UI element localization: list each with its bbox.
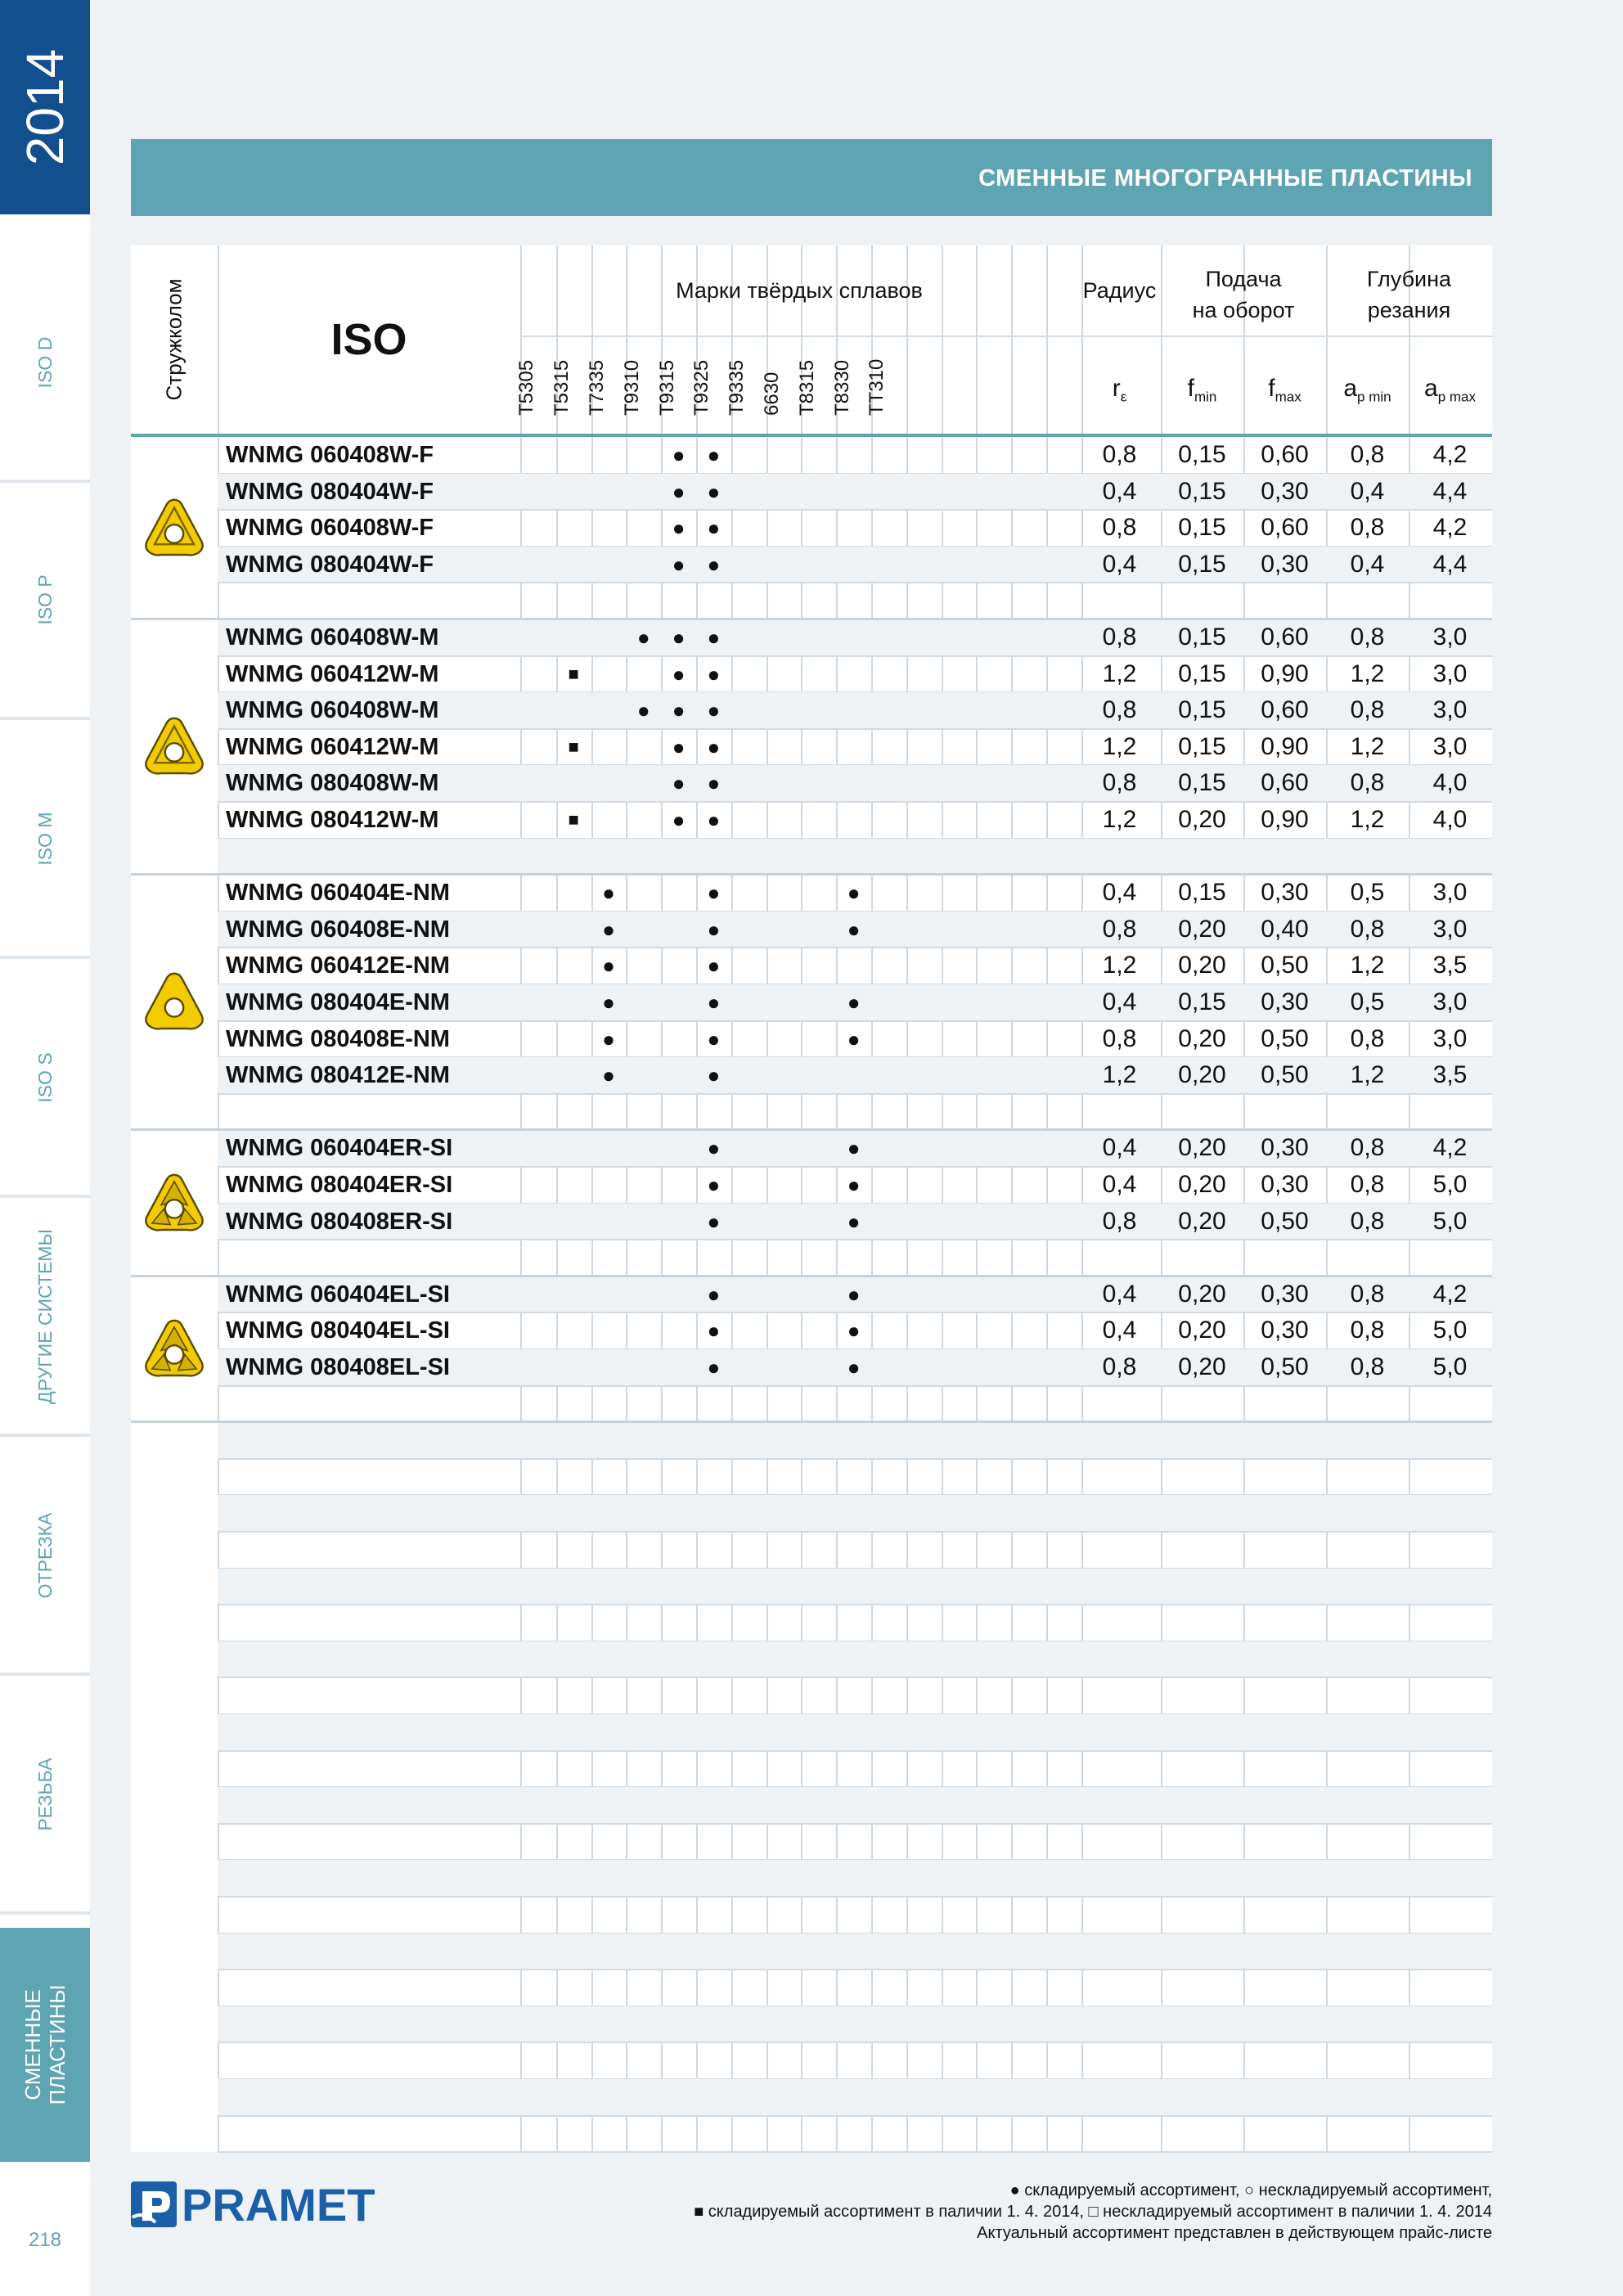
- availability-mark: ●: [707, 1281, 721, 1307]
- insert-code: WNMG 060408W-M: [226, 624, 439, 651]
- param-value: 0,60: [1261, 696, 1309, 724]
- param-value: 0,8: [1350, 1171, 1385, 1198]
- availability-mark: ■: [568, 809, 579, 830]
- availability-mark: ●: [847, 1281, 861, 1307]
- param-value: 0,8: [1350, 441, 1385, 468]
- insert-code: WNMG 060412E-NM: [226, 952, 450, 979]
- param-header-2: [1161, 375, 1243, 405]
- param-value: 0,30: [1261, 988, 1309, 1015]
- year-label: 2014: [16, 48, 74, 166]
- param-value: 0,20: [1178, 915, 1226, 943]
- availability-mark: ●: [602, 990, 615, 1015]
- grade-header-label: T7335: [585, 359, 608, 416]
- row-shading: [218, 1934, 1492, 1970]
- param-value: 5,0: [1432, 1353, 1468, 1380]
- param-value: 1,2: [1102, 732, 1137, 760]
- sidebar-section-label: ОТРЕЗКА: [34, 1512, 56, 1599]
- insert-code: WNMG 060412W-M: [226, 733, 439, 760]
- param-value: 0,8: [1350, 1207, 1385, 1235]
- param-value: 0,8: [1350, 915, 1385, 943]
- sidebar-section-3[interactable]: [0, 722, 90, 959]
- wnmg-m-insert-icon: [142, 714, 207, 780]
- sidebar-section-label: РЕЗЬБА: [34, 1758, 56, 1831]
- availability-mark: ●: [707, 1209, 721, 1234]
- insert-code: WNMG 080404W-F: [226, 478, 434, 505]
- row-shading: [218, 1569, 1492, 1605]
- param-value: 4,2: [1432, 1134, 1468, 1162]
- availability-mark: ●: [707, 1318, 721, 1344]
- availability-mark: ●: [847, 1209, 861, 1234]
- param-value: 0,20: [1178, 806, 1226, 833]
- availability-mark: ●: [672, 734, 686, 759]
- row-shading: [218, 1641, 1492, 1677]
- radius-group-header: Радиус: [1082, 278, 1157, 303]
- row-divider: [218, 2042, 1492, 2043]
- availability-mark: ●: [707, 1355, 721, 1380]
- param-subscript: min: [1194, 389, 1217, 405]
- sidebar-section-8[interactable]: [0, 1928, 90, 2162]
- param-value: 0,30: [1261, 1171, 1309, 1198]
- grade-header-label: T8330: [830, 359, 853, 416]
- param-value: 0,30: [1261, 1134, 1309, 1162]
- param-value: 0,30: [1261, 477, 1309, 505]
- availability-mark: ●: [707, 1026, 721, 1051]
- availability-mark: ●: [602, 916, 615, 942]
- param-value: 0,15: [1178, 660, 1226, 687]
- availability-mark: ●: [707, 443, 721, 467]
- year-tab: [0, 0, 90, 214]
- grade-header-label: TT310: [865, 358, 888, 416]
- insert-code: WNMG 060412W-M: [226, 660, 439, 687]
- insert-code: WNMG 080408W-M: [226, 770, 439, 797]
- row-shading: [218, 2006, 1492, 2042]
- param-value: 3,0: [1432, 660, 1468, 687]
- param-value: 5,0: [1432, 1171, 1468, 1198]
- availability-mark: ●: [672, 771, 686, 796]
- grade-header-15: [1011, 337, 1046, 434]
- row-divider: [218, 1677, 1492, 1678]
- param-value: 0,4: [1350, 477, 1385, 505]
- grade-header-label: T5305: [515, 359, 538, 416]
- param-value: 0,30: [1261, 1280, 1309, 1308]
- grade-header-label: T9325: [690, 359, 713, 416]
- availability-mark: ●: [707, 479, 721, 504]
- insert-code: WNMG 060408W-F: [226, 515, 434, 542]
- param-value: 0,50: [1261, 1061, 1309, 1089]
- param-value: 0,40: [1261, 915, 1309, 943]
- param-value: 1,2: [1102, 660, 1137, 687]
- param-value: 0,60: [1261, 441, 1309, 468]
- availability-mark: ●: [847, 1026, 861, 1051]
- chipbreaker-header-label: Стружколом: [161, 278, 187, 401]
- grade-header-label: T9315: [655, 359, 678, 416]
- param-value: 0,8: [1102, 441, 1137, 468]
- legend-line-2: ■ складируемый ассортимент в паличии 1. 4. 2014, □ нескладируемый ассортимент в паличии 1. 4. 2014: [694, 2203, 1492, 2221]
- availability-mark: ●: [707, 916, 721, 942]
- param-value: 3,5: [1432, 1061, 1468, 1089]
- param-value: 5,0: [1432, 1317, 1468, 1344]
- param-subscript: p min: [1357, 389, 1391, 405]
- param-value: 0,15: [1178, 514, 1226, 542]
- insert-code: WNMG 060404ER-SI: [226, 1135, 453, 1162]
- row-shading: [218, 1422, 1492, 1458]
- param-value: 0,20: [1178, 1061, 1226, 1089]
- sidebar-section-label: ISO S: [34, 1052, 56, 1103]
- insert-code: WNMG 080412E-NM: [226, 1062, 450, 1089]
- availability-mark: ●: [602, 880, 615, 906]
- insert-code: WNMG 060408W-M: [226, 697, 439, 724]
- availability-mark: ●: [707, 1136, 721, 1161]
- availability-mark: ●: [672, 515, 686, 541]
- param-value: 1,2: [1102, 952, 1137, 979]
- param-value: 0,60: [1261, 514, 1309, 542]
- param-header-5: [1409, 375, 1491, 405]
- availability-mark: ●: [602, 1063, 615, 1088]
- legend-line-3: Актуальный ассортимент представлен в действующем прайс-листе: [977, 2224, 1492, 2242]
- param-value: 0,30: [1261, 879, 1309, 907]
- section-title: СМЕННЫЕ МНОГОГРАННЫЕ ПЛАСТИНЫ: [978, 165, 1472, 191]
- iso-header: ISO: [330, 315, 407, 364]
- insert-code: WNMG 060408W-F: [226, 442, 434, 468]
- row-divider: [218, 1823, 1492, 1825]
- param-value: 0,20: [1178, 1024, 1226, 1052]
- param-subscript: max: [1275, 389, 1302, 405]
- availability-mark: ■: [568, 663, 579, 684]
- row-divider: [218, 2115, 1492, 2117]
- param-value: 0,20: [1178, 1353, 1226, 1380]
- param-value: 0,20: [1178, 1280, 1226, 1308]
- inserts-table: [131, 245, 1492, 2152]
- depth-group-header: Глубина резания: [1366, 267, 1452, 322]
- availability-mark: ●: [602, 1026, 615, 1051]
- param-value: 0,8: [1102, 1024, 1137, 1052]
- row-divider: [218, 1604, 1492, 1605]
- param-value: 0,50: [1261, 1024, 1309, 1052]
- param-value: 0,4: [1102, 879, 1137, 907]
- page-number: 218: [28, 2229, 62, 2251]
- param-value: 3,0: [1432, 732, 1468, 760]
- param-value: 0,90: [1261, 806, 1309, 833]
- row-divider: [218, 1969, 1492, 1970]
- availability-mark: ●: [847, 990, 861, 1015]
- row-shading: [218, 839, 1492, 875]
- insert-code: WNMG 080408EL-SI: [226, 1354, 450, 1380]
- param-value: 1,2: [1102, 806, 1137, 833]
- availability-mark: ●: [707, 771, 721, 796]
- sidebar-section-label: ISO P: [34, 574, 56, 625]
- availability-mark: ●: [847, 916, 861, 942]
- wnmg-el-si-insert-icon: [142, 1317, 207, 1382]
- param-value: 0,8: [1350, 1353, 1385, 1380]
- row-divider: [218, 2151, 1492, 2153]
- param-value: 0,8: [1102, 769, 1137, 797]
- wnmg-er-si-insert-icon: [142, 1171, 207, 1236]
- param-value: 0,5: [1350, 988, 1385, 1015]
- param-value: 0,20: [1178, 952, 1226, 979]
- param-subscript: ε: [1120, 389, 1127, 405]
- param-symbol: f: [1187, 375, 1194, 402]
- param-value: 4,0: [1432, 806, 1468, 833]
- availability-mark: ●: [707, 515, 721, 541]
- param-value: 0,8: [1102, 514, 1137, 542]
- grade-header-label: T9335: [726, 359, 749, 416]
- insert-code: WNMG 080404EL-SI: [226, 1317, 450, 1344]
- param-value: 0,20: [1178, 1317, 1226, 1344]
- param-value: 0,60: [1261, 624, 1309, 651]
- param-value: 1,2: [1350, 806, 1385, 833]
- param-header-3: [1243, 375, 1326, 405]
- insert-code: WNMG 080412W-M: [226, 807, 439, 833]
- insert-code: WNMG 080404W-F: [226, 551, 434, 578]
- param-value: 0,60: [1261, 769, 1309, 797]
- param-value: 0,30: [1261, 1317, 1309, 1344]
- param-value: 0,15: [1178, 441, 1226, 468]
- feed-group-header: Подача на оборот: [1192, 267, 1295, 322]
- param-value: 0,8: [1350, 1280, 1385, 1308]
- grade-header-label: T9310: [620, 359, 643, 416]
- param-value: 0,5: [1350, 879, 1385, 907]
- sidebar-section-label: СМЕННЫЕ ПЛАСТИНЫ: [20, 1984, 70, 2105]
- pramet-logo-text: PRAMET: [182, 2180, 375, 2231]
- param-value: 0,20: [1178, 1171, 1226, 1198]
- availability-mark: ●: [707, 880, 721, 906]
- availability-mark: ●: [707, 1173, 721, 1197]
- availability-mark: ●: [847, 1318, 861, 1344]
- availability-mark: ●: [847, 1173, 861, 1197]
- grade-header-label: T5315: [551, 359, 573, 416]
- param-value: 0,50: [1261, 952, 1309, 979]
- grade-header-14: [976, 337, 1011, 434]
- availability-mark: ●: [707, 661, 721, 687]
- param-value: 1,2: [1102, 1061, 1137, 1089]
- row-shading: [218, 1860, 1492, 1896]
- param-value: 0,8: [1350, 696, 1385, 724]
- param-value: 1,2: [1350, 1061, 1385, 1089]
- param-value: 0,8: [1102, 915, 1137, 943]
- param-value: 4,2: [1432, 514, 1468, 542]
- param-value: 0,30: [1261, 550, 1309, 578]
- param-value: 0,4: [1102, 1317, 1137, 1344]
- chipbreaker-header: [131, 245, 218, 434]
- row-divider: [218, 1531, 1492, 1533]
- grade-header-label: 6630: [760, 371, 783, 416]
- param-value: 0,4: [1102, 988, 1137, 1015]
- param-symbol: r: [1112, 375, 1121, 402]
- param-value: 3,0: [1432, 624, 1468, 651]
- param-value: 0,8: [1350, 1134, 1385, 1162]
- insert-code: WNMG 060408E-NM: [226, 916, 450, 943]
- availability-mark: ●: [707, 734, 721, 759]
- param-value: 0,8: [1102, 624, 1137, 651]
- row-divider: [218, 1458, 1492, 1460]
- param-value: 0,15: [1178, 988, 1226, 1015]
- param-value: 1,2: [1350, 660, 1385, 687]
- wnmg-f-insert-icon: [142, 496, 207, 561]
- grade-header-13: [942, 337, 977, 434]
- param-value: 0,20: [1178, 1134, 1226, 1162]
- sidebar-section-2[interactable]: [0, 483, 90, 720]
- insert-code: WNMG 080404ER-SI: [226, 1172, 453, 1198]
- param-value: 0,8: [1102, 1353, 1137, 1380]
- param-symbol: a: [1424, 375, 1438, 402]
- sidebar-section-1[interactable]: [0, 245, 90, 483]
- param-value: 0,15: [1178, 696, 1226, 724]
- param-value: 0,50: [1261, 1207, 1309, 1235]
- param-value: 4,0: [1432, 769, 1468, 797]
- insert-code: WNMG 080408E-NM: [226, 1025, 450, 1052]
- row-shading: [218, 2079, 1492, 2115]
- param-header-1: [1078, 375, 1161, 405]
- availability-mark: ●: [707, 551, 721, 577]
- param-value: 3,0: [1432, 879, 1468, 907]
- param-value: 0,15: [1178, 624, 1226, 651]
- availability-mark: ●: [707, 808, 721, 832]
- param-value: 0,90: [1261, 660, 1309, 687]
- sidebar-section-label: ISO M: [34, 812, 56, 866]
- availability-mark: ●: [707, 698, 721, 723]
- param-value: 1,2: [1350, 952, 1385, 979]
- param-value: 0,4: [1102, 1280, 1137, 1308]
- availability-mark: ●: [672, 625, 686, 650]
- param-value: 0,4: [1350, 550, 1385, 578]
- grades-group-header: Марки твёрдых сплавов: [676, 278, 923, 303]
- availability-mark: ●: [672, 808, 686, 832]
- param-value: 4,4: [1432, 477, 1468, 505]
- param-value: 4,2: [1432, 441, 1468, 468]
- insert-code: WNMG 080404E-NM: [226, 989, 450, 1015]
- sidebar-section-5[interactable]: [0, 1200, 90, 1437]
- param-value: 0,4: [1102, 477, 1137, 505]
- grade-header-11: [865, 337, 906, 434]
- availability-mark: ●: [672, 443, 686, 467]
- sidebar-section-7[interactable]: [0, 1677, 90, 1915]
- sidebar-section-6[interactable]: [0, 1438, 90, 1676]
- row-divider: [218, 1750, 1492, 1752]
- param-value: 0,8: [1350, 769, 1385, 797]
- availability-mark: ●: [847, 1355, 861, 1380]
- row-divider: [218, 1896, 1492, 1898]
- insert-code: WNMG 060404E-NM: [226, 880, 450, 907]
- param-value: 0,20: [1178, 1207, 1226, 1235]
- availability-mark: ●: [847, 880, 861, 906]
- availability-mark: ●: [602, 953, 615, 979]
- param-value: 3,0: [1432, 1024, 1468, 1052]
- param-value: 0,15: [1178, 769, 1226, 797]
- param-value: 0,15: [1178, 550, 1226, 578]
- availability-mark: ●: [707, 953, 721, 979]
- param-value: 0,15: [1178, 477, 1226, 505]
- param-value: 0,4: [1102, 1134, 1137, 1162]
- row-shading: [218, 1714, 1492, 1750]
- param-value: 3,0: [1432, 988, 1468, 1015]
- param-value: 5,0: [1432, 1207, 1468, 1235]
- availability-mark: ●: [707, 1063, 721, 1088]
- availability-mark: ●: [847, 1136, 861, 1161]
- availability-mark: ●: [636, 698, 650, 723]
- wnmg-nm-insert-icon: [142, 970, 207, 1035]
- availability-mark: ●: [636, 625, 650, 650]
- param-value: 1,2: [1350, 732, 1385, 760]
- availability-mark: ●: [707, 625, 721, 650]
- param-value: 0,8: [1350, 624, 1385, 651]
- param-header-4: [1326, 375, 1409, 405]
- group-separator: [131, 1420, 1492, 1423]
- param-value: 0,8: [1350, 1317, 1385, 1344]
- param-value: 0,15: [1178, 879, 1226, 907]
- param-value: 3,0: [1432, 696, 1468, 724]
- sidebar-section-label: ISO D: [34, 336, 56, 389]
- param-value: 4,4: [1432, 550, 1468, 578]
- param-value: 4,2: [1432, 1280, 1468, 1308]
- param-value: 0,8: [1350, 1024, 1385, 1052]
- insert-code: WNMG 060404EL-SI: [226, 1281, 450, 1308]
- param-value: 0,8: [1350, 514, 1385, 542]
- param-value: 3,5: [1432, 952, 1468, 979]
- param-symbol: a: [1343, 375, 1358, 402]
- availability-mark: ●: [672, 479, 686, 504]
- param-subscript: p max: [1437, 389, 1476, 405]
- param-value: 0,15: [1178, 732, 1226, 760]
- row-shading: [218, 1787, 1492, 1823]
- param-value: 3,0: [1432, 915, 1468, 943]
- section-header-band: [131, 139, 1492, 216]
- availability-mark: ●: [672, 698, 686, 723]
- pramet-logo: [131, 2180, 409, 2231]
- grade-header-12: [906, 337, 942, 434]
- grade-header-label: T8315: [795, 359, 818, 416]
- param-value: 0,8: [1102, 696, 1137, 724]
- sidebar-section-label: ДРУГИЕ СИСТЕМЫ: [34, 1229, 56, 1404]
- grade-header-16: [1046, 337, 1081, 434]
- availability-mark: ■: [568, 736, 579, 757]
- legend-line-1: ● складируемый ассортимент, ○ нескладируемый ассортимент,: [1009, 2181, 1492, 2199]
- availability-mark: ●: [707, 990, 721, 1015]
- availability-mark: ●: [672, 661, 686, 687]
- param-symbol: f: [1268, 375, 1275, 402]
- row-shading: [218, 1495, 1492, 1531]
- param-value: 0,50: [1261, 1353, 1309, 1380]
- sidebar: [0, 0, 90, 2296]
- insert-code: WNMG 080408ER-SI: [226, 1208, 453, 1235]
- param-value: 0,4: [1102, 550, 1137, 578]
- param-value: 0,90: [1261, 732, 1309, 760]
- availability-mark: ●: [672, 551, 686, 577]
- sidebar-section-4[interactable]: [0, 961, 90, 1198]
- param-value: 0,8: [1102, 1207, 1137, 1235]
- param-value: 0,4: [1102, 1171, 1137, 1198]
